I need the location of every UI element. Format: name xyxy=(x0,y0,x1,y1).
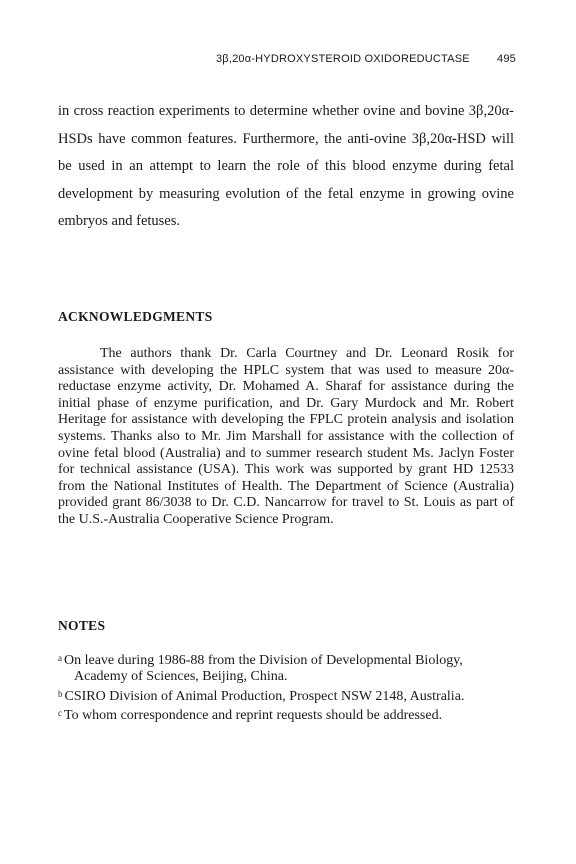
note-item xyxy=(58,705,518,724)
running-title: 3β,20α-HYDROXYSTEROID OXIDOREDUCTASE xyxy=(215,53,470,65)
acknowledgments-heading: ACKNOWLEDGMENTS xyxy=(58,309,213,324)
intro-paragraph: in cross reaction experiments to determine whether ovine and bovine 3β,20α-HSDs have common features. Furthermore, the anti-ovine 3β,20α-HSD will be used in an attempt to learn the role of this blood enzyme during fetal development by measuring evolution of the fetal enzyme in growing ovine embryos and fetuses. xyxy=(58,103,514,229)
note-text: On leave during 1986-88 from the Division of Developmental Biology, Academy of Sciences, Beijing, China. xyxy=(64,653,463,685)
notes-heading: NOTES xyxy=(58,618,106,633)
acknowledgments-text: The authors thank Dr. Carla Courtney and Dr. Leonard Rosik for assistance with developing the HPLC system that was used to measure 20α-reductase enzyme activity, Dr. Mohamed A. Sharaf for assistance during the initial phase of enzyme purification, and Dr. Gary Murdock and Mr. Robert Heritage for assistance with developing the FPLC protein analysis and isolation systems. Thanks also to Mr. Jim Marshall for assistance with the collection of ovine fetal blood (Australia) and to summer research student Ms. Jaclyn Foster for technical assistance (USA). This work was supported by grant HD 12533 from the National Institutes of Health. The Department of Science (Australia) provided grant 86/3038 to Dr. C.D. Nancarrow for travel to St. Louis as part of the U.S.-Australia Cooperative Science Program. xyxy=(58,346,514,527)
notes-list xyxy=(58,650,518,725)
acknowledgments-body xyxy=(58,346,514,529)
running-header xyxy=(0,53,516,65)
note-item xyxy=(58,686,518,705)
note-marker: a xyxy=(58,653,62,663)
note-marker: c xyxy=(58,708,62,719)
note-item xyxy=(58,650,518,686)
note-text: To whom correspondence and reprint requests should be addressed. xyxy=(64,708,443,724)
page-number: 495 xyxy=(497,53,516,65)
note-text: CSIRO Division of Animal Production, Prospect NSW 2148, Australia. xyxy=(64,688,465,704)
note-marker: b xyxy=(58,688,63,699)
